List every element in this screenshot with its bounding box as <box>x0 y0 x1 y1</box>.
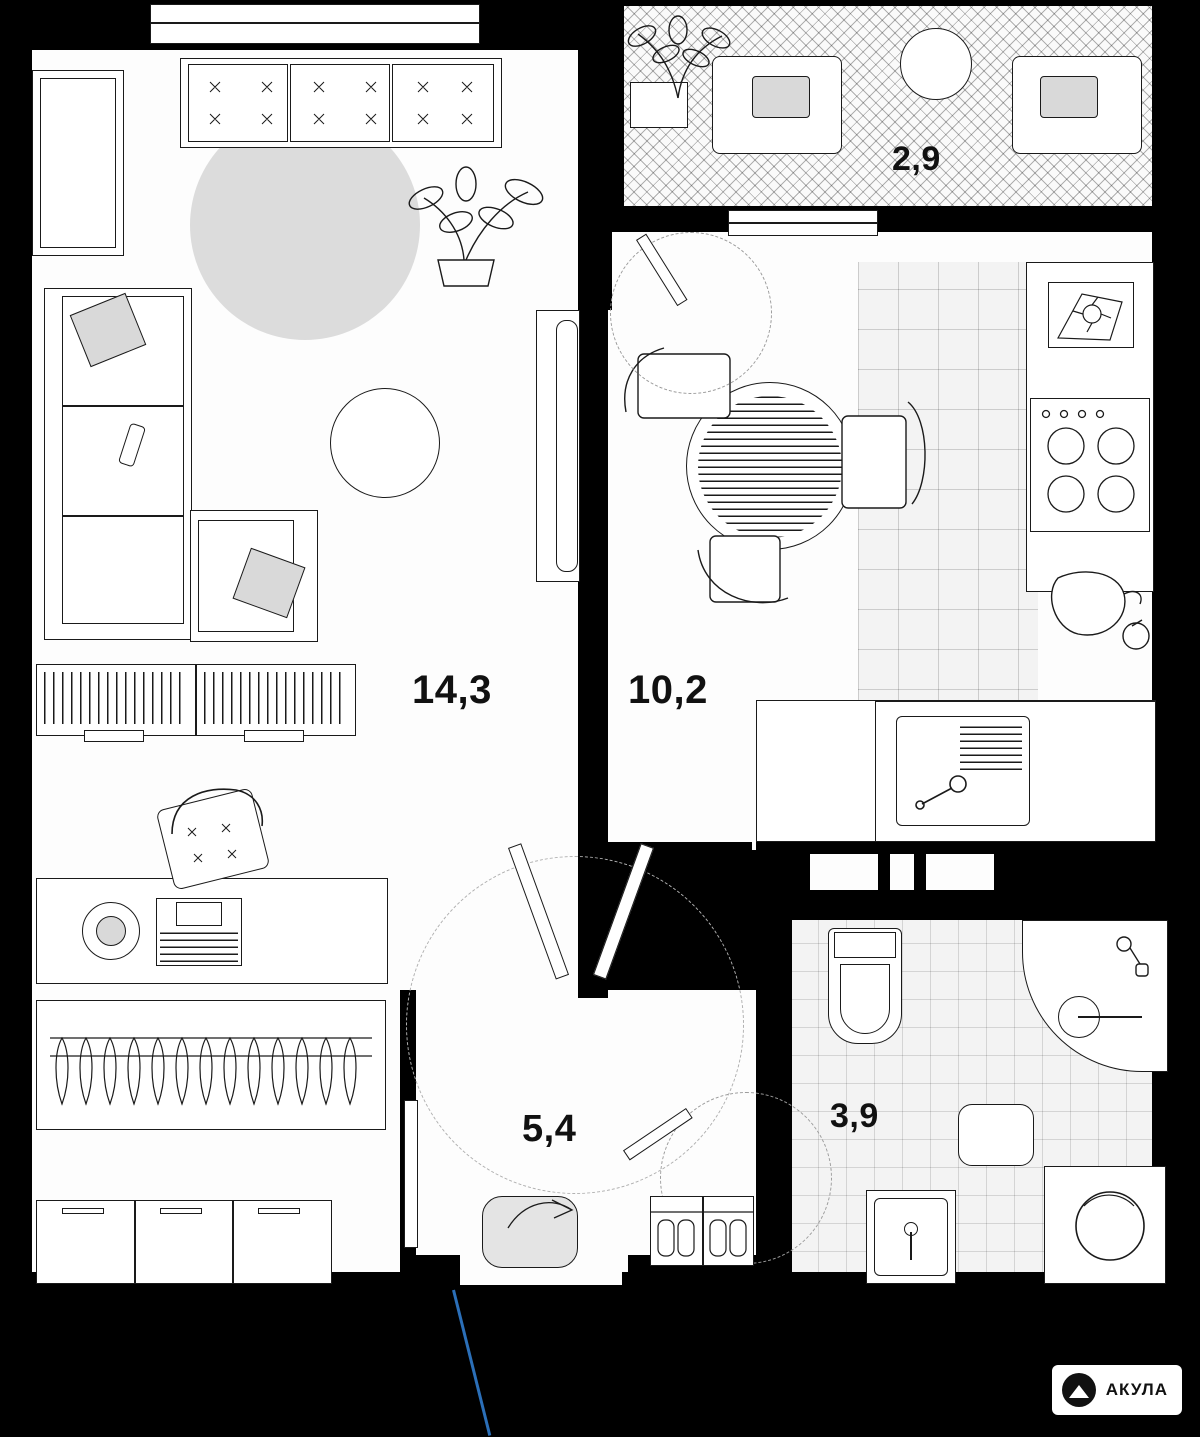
low-cabinet-handle-3 <box>258 1208 300 1214</box>
kettle-icon <box>1040 560 1160 660</box>
laptop-screen <box>176 902 222 926</box>
area-label-living-room: 14,3 <box>412 668 492 712</box>
entrance-door-line <box>452 1290 491 1436</box>
hallway-mirror <box>404 1100 418 1248</box>
area-label-kitchen: 10,2 <box>628 668 708 712</box>
wall-balcony-bottom-a <box>608 206 728 232</box>
shower-drain-line <box>1078 1016 1142 1018</box>
low-cabinet-handle-2 <box>160 1208 202 1214</box>
bath-wall-niche-1 <box>810 854 878 890</box>
sofa-seat-3 <box>62 516 184 624</box>
laptop-keyboard <box>160 928 238 962</box>
toilet-tank <box>834 932 896 958</box>
brand-logo-text: АКУЛА <box>1105 1380 1168 1399</box>
shelf-base-left <box>84 730 144 742</box>
brand-logo <box>1052 1365 1182 1415</box>
desk-chair-tufting-icon <box>168 802 262 880</box>
window-living-room-mullion <box>150 22 480 24</box>
laundry-basket <box>958 1104 1034 1166</box>
washing-machine-drum-icon <box>1044 1166 1166 1284</box>
bath-wall-niche-3 <box>926 854 994 890</box>
hangers-icon <box>40 1004 382 1126</box>
bed-tufting-icon <box>188 64 496 142</box>
coffee-table <box>330 388 440 498</box>
low-cabinet-div-2 <box>232 1200 234 1284</box>
wall-living-top-notch <box>578 48 612 310</box>
books-left <box>44 672 188 724</box>
area-label-bathroom: 3,9 <box>830 1097 879 1135</box>
balcony-cushion-right <box>1040 76 1098 118</box>
tv-screen <box>556 320 578 572</box>
bathroom-vanity-stem <box>910 1232 912 1260</box>
shark-mark-icon <box>1062 1373 1096 1407</box>
bath-wall-niche-2 <box>890 854 914 890</box>
hallway-pouffe-fold-icon <box>500 1192 580 1248</box>
balcony-plant-icon <box>612 10 742 110</box>
area-label-balcony: 2,9 <box>892 140 941 178</box>
wall-balcony-right <box>1152 0 1170 210</box>
balcony-table <box>900 28 972 100</box>
balcony-cushion-left <box>752 76 810 118</box>
dish-rack <box>960 726 1022 770</box>
wardrobe-top-left-door <box>40 78 116 248</box>
shelf-base-right <box>244 730 304 742</box>
wall-hall-bottom-left <box>400 1255 460 1290</box>
living-plant-icon <box>404 140 560 290</box>
books-right <box>204 672 348 724</box>
toilet-bowl <box>840 964 890 1034</box>
low-cabinet-handle-1 <box>62 1208 104 1214</box>
area-label-hallway: 5,4 <box>522 1108 577 1150</box>
faucet-icon <box>900 770 980 820</box>
shower-head-icon <box>1110 930 1156 980</box>
low-cabinet-div-1 <box>134 1200 136 1284</box>
stove-burners-icon <box>1030 398 1150 532</box>
shoes-icon <box>650 1196 754 1266</box>
flower-decor-icon <box>1048 282 1134 348</box>
balcony-door-mullion <box>728 222 878 224</box>
door-arc-kitchen-top <box>610 232 772 394</box>
kitchen-cabinet-column <box>756 700 876 842</box>
window-living-room <box>150 4 480 44</box>
wall-outer-left <box>14 0 32 1290</box>
wall-balcony-bottom-b <box>876 206 1170 232</box>
desk-lamp-inner <box>96 916 126 946</box>
